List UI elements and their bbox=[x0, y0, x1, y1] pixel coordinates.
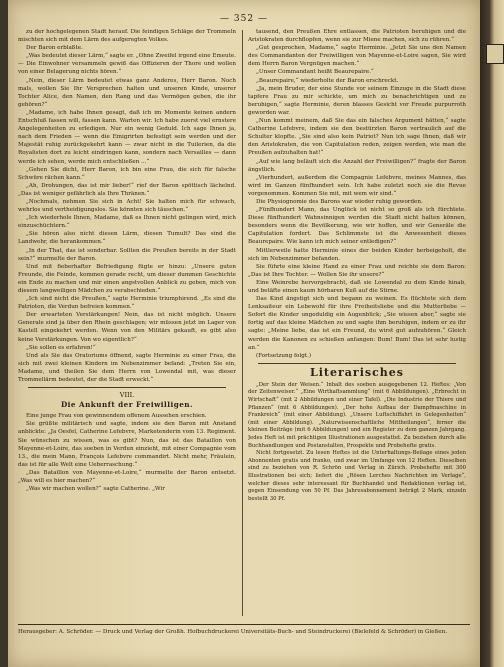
story-paragraph: Mittlerweile hatte Herminie eines der beiden Kinder herbeigeholt, die sich im Nebenzimmer befanden. bbox=[248, 247, 466, 262]
story-paragraph: „Nochmals, nehmen Sie sich in Acht! Sie halten mich für schwach, wehrlos und vertheidigungslos. Sie könnten sich täuschen.“ bbox=[18, 198, 236, 214]
story-paragraph: Sie grüßte militärisch und sagte, indem sie den Baron mit Anstand anblickte: „Ja Oesfel, Catherine Lefebvre, Marketenderin vom 13. Regiment. Sie wünschen zu wissen, was es gibt? Nun, das ist das Bataillon von Mayenne-et-Loire, das soeben in Verdun einzieht, mit einer Compagnie vom 13., die mein Mann, François Lefebvre commandirt. Nicht mehr, Fräulein, das ist für alle Welt eine Ueberraschung.“ bbox=[18, 421, 236, 468]
chapter-divider bbox=[28, 387, 226, 388]
story-paragraph: „Beaurepaire,“ wiederholte der Baron erschreckt. bbox=[256, 77, 399, 84]
newspaper-page bbox=[8, 0, 480, 667]
story-paragraph: tausend, den Preußen Ehre entlassen, die Patrioten beruhigen und die Aristokraten durchflopfen, wenn sie zur Miene machen, sich zu rühren.“ bbox=[248, 29, 466, 44]
story-paragraph: „Auf wie lang beläuft sich die Anzahl der Freiwilligen?“ fragte der Baron ängstlich. bbox=[248, 158, 466, 173]
story-paragraph: Und als Sie das Oratoriums öffnend, sagte Herminie zu einer Frau, die sich mit zwei kleinen Kindern im Nebenzimmer befand: „Treten Sie ein, Madame, und theilen Sie dem Herrn von Lowendal mit, was dieser Trommellärm bedeutet, der die Stadt erweckt.“ bbox=[18, 352, 236, 384]
story-paragraph: „Das Bataillon von Mayenne-et-Loire,“ murmelte der Baron entsetzt. „Was will es hier machen?“ bbox=[18, 469, 236, 484]
book-spine bbox=[480, 0, 504, 667]
column-rule bbox=[242, 30, 243, 616]
story-paragraph: Der Baron erblaßte. bbox=[26, 45, 83, 52]
left-column bbox=[18, 28, 236, 618]
story-paragraph: „Nun kommt meinem, daß Sie das ein falsches Argument hätten,“ sagte Catherine Lefebvre, indem sie den bestürzten Baron vertraulich auf die Schulter klopfte. „Sie sind also kein Patriot? Nun ich sage Ihnen, daß wir den Aristokraten, die von Capitulation reden, zeigen werden, wie man die Preußen aufzuhalten hat!“ bbox=[248, 118, 466, 157]
story-paragraph: Das Kind ängstigt sich und begann zu weinen. Es flüchtete sich dem Lenksaiteur ein Lebewohl für ihre Freiheitsliebe und die Mutterliebe — Sofort die Kinder ungeduldig ein Augenblick; „Sie wissen aber,“ sagte sie fortig auf das kleine Mädchen zu und sagte ihm beruhigen, indem er zu ihr sagte: „Meine liebe, das ist ein Freund, du wirst gut aufzuhören.“ Gleich werden die Kanonen zu schießen anfangen: Bum! Bum! Das ist sehr lustig an.“ bbox=[248, 296, 466, 351]
left-column-text-after bbox=[18, 412, 236, 493]
story-paragraph: „Gut gesprochen, Madame,“ sagte Herminie. „Jetzt Sie uns den Namen des Commandanten der Freiwilligen von Mayenne-et-Loire sagen, Sie wird dem Herrn Baron Vergnügen machen.“ bbox=[248, 45, 466, 68]
story-paragraph: Der erwarteten Verstärkungen! Nein, das ist nicht möglich. Unsere Generale sind ja über den Rhein geschlagen; wir müssen jetzt im Lager von Kastell eingekehrt werden. Wenn von den Militärs gekauft, es gibt also keine Verstärkungen. Von wo eigentlich?“ bbox=[18, 312, 236, 343]
story-paragraph: „Nein, dieser Lärm bedeutet etwas ganz Anderes, Herr Baron. Noch mals, wollen Sie Ihr Versprechen halten und unseren Kinde, unserer Tochter Alice, den Namen, den Rang und das Vermögen geben, die ihr gehören?“ bbox=[18, 77, 236, 108]
story-paragraph: (Fortsetzung folgt.) bbox=[256, 352, 312, 359]
publisher-footer: Herausgeber: A. Schröder. — Druck und Verlag der Großh. Hofbuchdruckerei Universitäts-Buch- und Steindruckerei (Bielefeld & Schröder) in Gießen. bbox=[18, 629, 447, 635]
story-paragraph: „Vierhundert, außerdem die Compagnie Lefebvre, meines Mannes, das wird im Ganzen fünfhundert sein. Ich habe zuletzt noch sie die Revue vorgenommen. Kommen Sie mit, mit wem wir sind.“ bbox=[248, 174, 466, 197]
section-divider bbox=[258, 363, 456, 364]
chapter-number: VIII. bbox=[119, 391, 135, 400]
story-paragraph: „Gehen Sie dicht, Herr Baron, ich bin eine Frau, die sich für falsche Schwüre rächen kann.“ bbox=[18, 166, 236, 181]
story-paragraph: Eine Weinrebe hervorgebracht, daß sie Lowendal zu dem Kinde hinab, und betäfte einen kaum hörbaren Kuß auf die Stirne. bbox=[248, 279, 466, 294]
story-paragraph: „Madame, ich habe Ihnen gesagt, daß ich im Momente keinen andern Entschluß fassen will, fassen kann. Warten wir. Ich habe zuerst viel ernstere Angelegenheiten zu erledigen. Nur ein wenig Geduld. Ich sage Ihnen ja, nach dem Frieden — wenn die Emigrirten befestigt sein werden und der Majestät ruhig zurückgekehrt kann — zwar nicht in die Tuilerien, da die Royalisten dort zu leicht eindringen kann, sondern nach Versailles — dann werde ich sehen, werde mich entschließen ...“ bbox=[18, 109, 236, 165]
story-paragraph: „Sie sollen es erfahren!“ bbox=[26, 344, 96, 351]
story-paragraph: „Fünfhundert Mann, das Unglück ist nicht so groß als ich fürchtete. Diese fünfhundert Wahnsinnigen werden die Stadt nicht halten können, besonders wenn die Bevölkerung, wie wir hoffen, und wir Generäle die Capitulation fordert. Das Schlimmste ist die Anwesenheit dieses Beaurepaire. Wie kann ich mich seiner entledigen?“ bbox=[248, 207, 466, 246]
literature-paragraph: „Der Stein der Weisen.“ Inhalt des soeben ausgegebenen 12. Heftes: „Von der Zeitenweiser.“ „Eine Wirthaftsammlung“ (mit 6 Abbildungen). „Erbrecht in Wirtschaft“ (mit 2 Abbildungen und einer Tafel). „Die Industrie der Thiere und Pflanzen“ (mit 6 Abbildungen). „Der hohe Aufbau der Dampfmaschine in Frankreich“ (mit einer Abbildung). „Unsere Luftschiffahrt in Gelegenheiten“ (mit einer Abbildung). „Naturwissenschaftliche Mittheilungen“, ferner die kleinen Beiträge (mit 6 Abbildungen) und ein Register zu dem ganzen Jahrgang. Jedes Heft ist mit prächtigen Illustrationen ausgestattet. Zu beziehen durch alle Buchhandlungen und Postanstalten, Prospekte und Probehefte gratis. bbox=[248, 381, 466, 449]
story-paragraph: Die Physiognomie des Barons war wieder ruhig geworden. bbox=[256, 198, 423, 205]
story-paragraph: „Ja, mein Bruder, der eine Stunde vor seinem Einzuge in die Stadt diese tapfere Frau zu mir schickte, um mich zu benachrichtigen und zu beruhigen,“ sagte Herminie, deren blasses Gesicht vor Freude purpurroth geworden war. bbox=[248, 85, 466, 116]
story-paragraph: „Sie hören also nicht diesen Lärm, diesen Tumult? Das sind die Landwehr, die herankommen.“ bbox=[18, 231, 236, 246]
story-paragraph: „Ich wiederhole Ihnen, Madame, daß es Ihnen nicht gelingen wird, mich einzuschüchtern.“ bbox=[18, 215, 236, 230]
story-paragraph: Eine junge Frau von gewinnendem offenem Aussehen erschien. bbox=[26, 413, 207, 420]
story-paragraph: zu der hochgelegenen Stadt herauf. Die feindigen Schläge der Trommeln mischten sich mit dem Lärm des aufgeregten Volkes. bbox=[18, 29, 236, 44]
spine-tab bbox=[486, 44, 504, 64]
story-paragraph: Und mit fieberhafter Befriedigung fügte er hinzu: „Unsere guten Freunde, die Feinde, kommen gerade recht, um dieser dummen Geschichte ein Ende zu machen und mir einen angstvollen Anblick zu geben, mich von diesem langweiligen Mädchen zu verabschieden.“ bbox=[18, 263, 236, 294]
story-paragraph: Sie führte eine kleine Hand zu einer Frau und reichte sie dem Baron: „Das ist Ihre Tochter. — Wollen Sie ihr unsere?“ bbox=[248, 263, 466, 278]
left-column-text-before bbox=[18, 28, 236, 384]
story-paragraph: „Was wir machen wollen?“ sagte Catherine. „Wir bbox=[26, 486, 165, 493]
literature-notes bbox=[248, 382, 466, 504]
chapter-title: Die Ankunft der Freiwilligen. bbox=[60, 400, 194, 410]
literature-paragraph: Nicht fortgesetzt. Zu lesen Heftes ist die Unterhaltungs-Beilage eines jeden Abonnenten gratis und franko, und zwar im Umfange von 12 Heften. Dieselben sind zu beziehen von R. Schrön und Verlag in Zürich. Probehefte mit 300 Illustrationen bei sich; liefert die „Rösen Lerches Nachrichten im Verlage“, welcher dieses sehr interessant für Buchhandel und Redaktionen verlag ist, gegen Einsendung von 50 Pf. Das Jahresabonnement beträgt 2 Mark, einzeln bestellt 30 Pf. bbox=[248, 450, 466, 502]
story-paragraph: „Ah, Drohungen, das ist mir lieber!“ rief der Baron spöttisch lächelnd. „Das ist weniger gefährlich als Ihre Thränen.“ bbox=[18, 182, 236, 197]
story-paragraph: „In der That, das ist sonderbar. Sollten die Preußen bereits in der Stadt sein?“ murmelte der Baron. bbox=[18, 247, 236, 262]
page-number: — 352 — bbox=[220, 14, 268, 24]
story-paragraph: „Unser Commandant heißt Beaurepaire.“ bbox=[256, 69, 374, 76]
story-paragraph: „Ich sind nicht die Preußen,“ sagte Herminie triumphirend. „Es sind die Patrioten, die Verdun befreien kommen.“ bbox=[18, 296, 236, 311]
right-column bbox=[248, 28, 466, 618]
footer-rule bbox=[18, 624, 470, 625]
literature-heading: Literarisches bbox=[310, 365, 404, 379]
story-paragraph: „Was bedeutet dieser Lärm,“ sagte er. „Ohne Zweifel irgend eine Emeute. — Die Einwohner versammeln gewiß das Offizieren der Thore und wollen von einer Belagerung nichts hören.“ bbox=[18, 53, 236, 76]
right-column-story-text bbox=[248, 28, 466, 360]
